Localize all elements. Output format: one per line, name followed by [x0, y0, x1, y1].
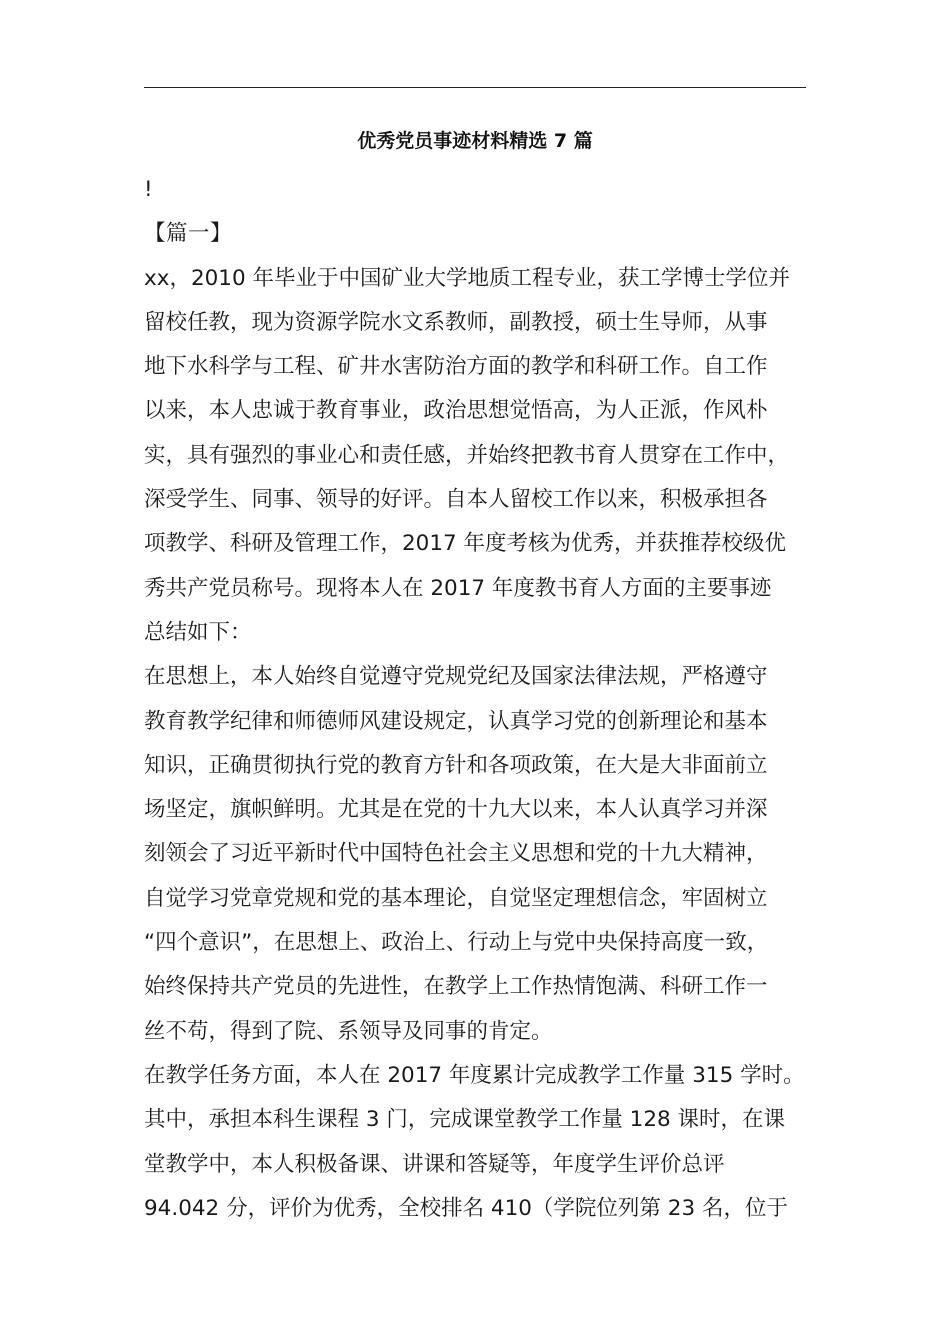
- paragraph-line: 秀共产党员称号。现将本人在 2017 年度教书育人方面的主要事迹: [144, 575, 772, 601]
- paragraph-line: 始终保持共产党员的先进性，在教学上工作热情饱满、科研工作一: [144, 974, 768, 1000]
- paragraph-line: 在教学任务方面，本人在 2017 年度累计完成教学工作量 315 学时。: [144, 1062, 805, 1088]
- paragraph-line: “四个意识”，在思想上、政治上、行动上与党中央保持高度一致，: [144, 930, 769, 956]
- paragraph-line: xx，2010 年毕业于中国矿业大学地质工程专业，获工学博士学位并: [144, 265, 791, 291]
- paragraph-line: 地下水科学与工程、矿井水害防治方面的教学和科研工作。自工作: [144, 354, 768, 380]
- paragraph-line: 场坚定，旗帜鲜明。尤其是在党的十九大以来，本人认真学习并深: [144, 797, 768, 823]
- document-title: 优秀党员事迹材料精选 7 篇: [357, 130, 593, 152]
- section-heading: 【篇一】: [144, 221, 233, 247]
- paragraph-line: !: [144, 177, 153, 202]
- paragraph-line: 丝不苟，得到了院、系领导及同事的肯定。: [144, 1018, 553, 1044]
- document-body: [144, 168, 816, 1231]
- header-rule: [144, 87, 806, 88]
- paragraph-line: 总结如下：: [144, 619, 252, 645]
- paragraph-line: 堂教学中，本人积极备课、讲课和答疑等，年度学生评价总评: [144, 1151, 725, 1177]
- paragraph-line: 深受学生、同事、领导的好评。自本人留校工作以来，积极承担各: [144, 487, 768, 513]
- paragraph-line: 项教学、科研及管理工作，2017 年度考核为优秀，并获推荐校级优: [144, 531, 787, 557]
- paragraph-line: 教育教学纪律和师德师风建设规定，认真学习党的创新理论和基本: [144, 708, 768, 734]
- paragraph-line: 自觉学习党章党规和党的基本理论，自觉坚定理想信念，牢固树立: [144, 885, 768, 911]
- paragraph-line: 留校任教，现为资源学院水文系教师，副教授，硕士生导师，从事: [144, 309, 768, 335]
- paragraph-line: 在思想上，本人始终自觉遵守党规党纪及国家法律法规，严格遵守: [144, 664, 768, 690]
- paragraph-line: 94.042 分，评价为优秀，全校排名 410（学院位列第 23 名，位于: [144, 1195, 788, 1221]
- paragraph-line: 其中，承担本科生课程 3 门，完成课堂教学工作量 128 课时，在课: [144, 1107, 786, 1133]
- paragraph-line: 知识，正确贯彻执行党的教育方针和各项政策，在大是大非面前立: [144, 752, 768, 778]
- paragraph-line: 实，具有强烈的事业心和责任感，并始终把教书育人贯穿在工作中，: [144, 442, 790, 468]
- paragraph-line: 以来，本人忠诚于教育事业，政治思想觉悟高，为人正派，作风朴: [144, 398, 768, 424]
- paragraph-line: 刻领会了习近平新时代中国特色社会主义思想和党的十九大精神，: [144, 841, 768, 867]
